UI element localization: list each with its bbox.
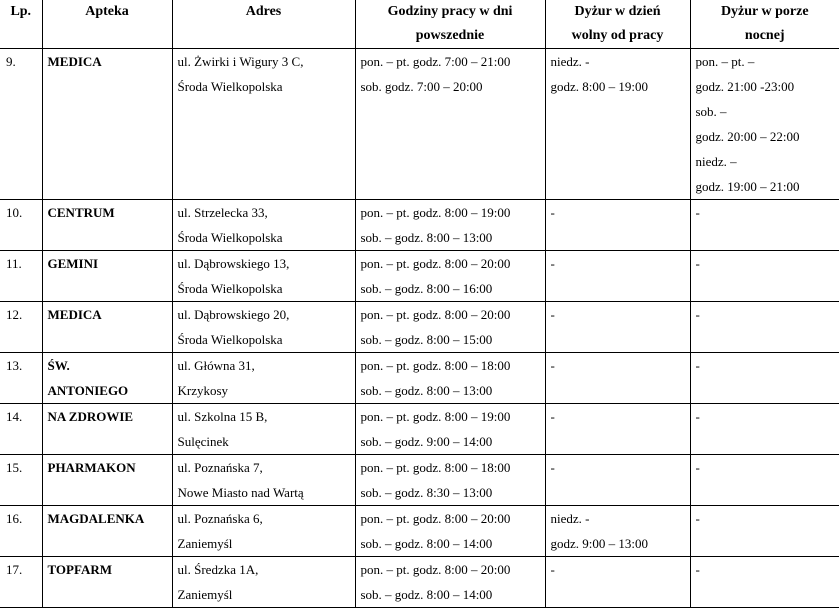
cell-weekday-hours-line: sob. – godz. 8:00 – 14:00 [360,587,493,602]
cell-lp: 17. [0,557,42,608]
header-dyzur-dzien-line: wolny od pracy [571,28,664,43]
cell-pharmacy-name-line: CENTRUM [47,205,115,220]
cell-night-duty-line: - [695,256,700,271]
cell-lp: 15. [0,455,42,506]
cell-night-duty-line: godz. 19:00 – 21:00 [695,179,800,194]
cell-night-duty-line: - [695,409,700,424]
cell-weekday-hours-line: pon. – pt. godz. 8:00 – 20:00 [360,307,511,322]
table-header [0,0,839,49]
table-row [0,557,839,608]
cell-address-line: Krzykosy [177,383,229,398]
cell-holiday-duty-line: - [550,256,555,271]
cell-weekday-hours-line: sob. – godz. 8:00 – 13:00 [360,383,493,398]
cell-weekday-hours [355,49,545,200]
cell-night-duty-line: - [695,562,700,577]
cell-weekday-hours [355,455,545,506]
table-row [0,302,839,353]
cell-weekday-hours-line: sob. – godz. 9:00 – 14:00 [360,434,493,449]
cell-night-duty-line: - [695,511,700,526]
cell-weekday-hours [355,506,545,557]
cell-address [172,200,355,251]
cell-weekday-hours [355,200,545,251]
cell-holiday-duty-line: godz. 9:00 – 13:00 [550,536,648,551]
cell-address-line: Sulęcinek [177,434,229,449]
cell-pharmacy-name-line: ANTONIEGO [47,383,129,398]
cell-address-line: ul. Główna 31, [177,358,255,373]
cell-address-line: ul. Szkolna 15 B, [177,409,268,424]
cell-pharmacy-name [42,557,172,608]
cell-weekday-hours [355,251,545,302]
cell-pharmacy-name-line: GEMINI [47,256,99,271]
cell-weekday-hours [355,404,545,455]
cell-lp: 14. [0,404,42,455]
cell-weekday-hours-line: sob. – godz. 8:00 – 16:00 [360,281,493,296]
cell-address-line: Zaniemyśl [177,587,233,602]
cell-address-line: ul. Średzka 1A, [177,562,259,577]
cell-address [172,404,355,455]
cell-weekday-hours-line: sob. – godz. 8:00 – 14:00 [360,536,493,551]
cell-night-duty-line: - [695,358,700,373]
cell-pharmacy-name [42,404,172,455]
cell-pharmacy-name [42,455,172,506]
cell-night-duty-line: godz. 20:00 – 22:00 [695,129,800,144]
cell-night-duty [690,404,839,455]
header-godziny-line: Godziny pracy w dni [387,4,513,19]
cell-night-duty-line: - [695,307,700,322]
cell-holiday-duty [545,404,690,455]
cell-pharmacy-name-line: NA ZDROWIE [47,409,134,424]
cell-weekday-hours-line: pon. – pt. godz. 8:00 – 20:00 [360,511,511,526]
cell-holiday-duty [545,506,690,557]
cell-address [172,302,355,353]
cell-night-duty-line: - [695,205,700,220]
header-dyzur-dzien [545,0,690,49]
cell-lp: 12. [0,302,42,353]
table-body [0,49,839,608]
cell-address-line: ul. Żwirki i Wigury 3 C, [177,54,304,69]
header-apteka: Apteka [42,0,172,49]
cell-pharmacy-name-line: ŚW. [47,358,70,373]
cell-lp: 10. [0,200,42,251]
cell-address-line: ul. Strzelecka 33, [177,205,268,220]
cell-holiday-duty-line: - [550,460,555,475]
cell-address [172,49,355,200]
cell-weekday-hours-line: pon. – pt. godz. 7:00 – 21:00 [360,54,511,69]
cell-night-duty-line: pon. – pt. – [695,54,755,69]
cell-pharmacy-name-line: MAGDALENKA [47,511,145,526]
cell-address-line: ul. Poznańska 7, [177,460,263,475]
cell-night-duty [690,455,839,506]
cell-night-duty-line: - [695,460,700,475]
cell-address-line: ul. Poznańska 6, [177,511,263,526]
cell-holiday-duty [545,251,690,302]
table-row [0,506,839,557]
cell-pharmacy-name [42,302,172,353]
cell-lp: 11. [0,251,42,302]
cell-lp: 9. [0,49,42,200]
cell-holiday-duty-line: - [550,358,555,373]
cell-holiday-duty-line: - [550,307,555,322]
cell-weekday-hours [355,557,545,608]
cell-weekday-hours-line: pon. – pt. godz. 8:00 – 19:00 [360,205,511,220]
cell-holiday-duty-line: - [550,562,555,577]
cell-holiday-duty [545,455,690,506]
header-dyzur-noc-line: nocnej [744,28,785,43]
header-dyzur-noc-line: Dyżur w porze [720,4,809,19]
cell-address-line: Zaniemyśl [177,536,233,551]
table-row [0,404,839,455]
cell-address-line: Środa Wielkopolska [177,230,283,245]
header-dyzur-noc [690,0,839,49]
cell-address [172,251,355,302]
cell-address-line: Środa Wielkopolska [177,281,283,296]
table-row [0,353,839,404]
header-dyzur-dzien-line: Dyżur w dzień [574,4,661,19]
cell-pharmacy-name-line: MEDICA [47,54,102,69]
header-adres: Adres [172,0,355,49]
cell-pharmacy-name [42,506,172,557]
cell-night-duty [690,302,839,353]
header-row [0,0,839,49]
cell-holiday-duty [545,302,690,353]
cell-night-duty [690,251,839,302]
cell-address-line: ul. Dąbrowskiego 13, [177,256,290,271]
table-row [0,200,839,251]
cell-holiday-duty [545,353,690,404]
cell-night-duty-line: sob. – [695,104,727,119]
cell-weekday-hours-line: pon. – pt. godz. 8:00 – 20:00 [360,562,511,577]
cell-weekday-hours-line: sob. – godz. 8:30 – 13:00 [360,485,493,500]
cell-address [172,506,355,557]
cell-pharmacy-name [42,353,172,404]
table-row [0,49,839,200]
cell-weekday-hours-line: pon. – pt. godz. 8:00 – 18:00 [360,460,511,475]
cell-lp: 13. [0,353,42,404]
cell-holiday-duty-line: - [550,409,555,424]
header-godziny-line: powszednie [415,28,485,43]
cell-weekday-hours-line: pon. – pt. godz. 8:00 – 18:00 [360,358,511,373]
header-godziny [355,0,545,49]
cell-night-duty-line: niedz. – [695,154,737,169]
cell-weekday-hours-line: sob. – godz. 8:00 – 13:00 [360,230,493,245]
cell-weekday-hours [355,353,545,404]
cell-night-duty [690,200,839,251]
cell-pharmacy-name-line: MEDICA [47,307,102,322]
cell-holiday-duty-line: godz. 8:00 – 19:00 [550,79,648,94]
cell-pharmacy-name-line: TOPFARM [47,562,113,577]
cell-address [172,557,355,608]
cell-address-line: Środa Wielkopolska [177,79,283,94]
cell-night-duty [690,557,839,608]
cell-address-line: ul. Dąbrowskiego 20, [177,307,290,322]
cell-pharmacy-name [42,200,172,251]
cell-holiday-duty [545,200,690,251]
table-row [0,455,839,506]
cell-pharmacy-name [42,49,172,200]
cell-lp: 16. [0,506,42,557]
cell-weekday-hours-line: pon. – pt. godz. 8:00 – 20:00 [360,256,511,271]
cell-weekday-hours-line: sob. godz. 7:00 – 20:00 [360,79,483,94]
cell-address [172,353,355,404]
cell-address [172,455,355,506]
cell-holiday-duty [545,557,690,608]
cell-night-duty [690,506,839,557]
cell-holiday-duty-line: - [550,205,555,220]
cell-pharmacy-name [42,251,172,302]
cell-weekday-hours-line: sob. – godz. 8:00 – 15:00 [360,332,493,347]
cell-holiday-duty-line: niedz. - [550,54,590,69]
cell-weekday-hours [355,302,545,353]
cell-night-duty [690,49,839,200]
cell-night-duty-line: godz. 21:00 -23:00 [695,79,795,94]
cell-address-line: Środa Wielkopolska [177,332,283,347]
cell-pharmacy-name-line: PHARMAKON [47,460,136,475]
header-lp: Lp. [0,0,42,49]
cell-weekday-hours-line: pon. – pt. godz. 8:00 – 19:00 [360,409,511,424]
table-row [0,251,839,302]
cell-holiday-duty [545,49,690,200]
cell-holiday-duty-line: niedz. - [550,511,590,526]
cell-address-line: Nowe Miasto nad Wartą [177,485,304,500]
cell-night-duty [690,353,839,404]
